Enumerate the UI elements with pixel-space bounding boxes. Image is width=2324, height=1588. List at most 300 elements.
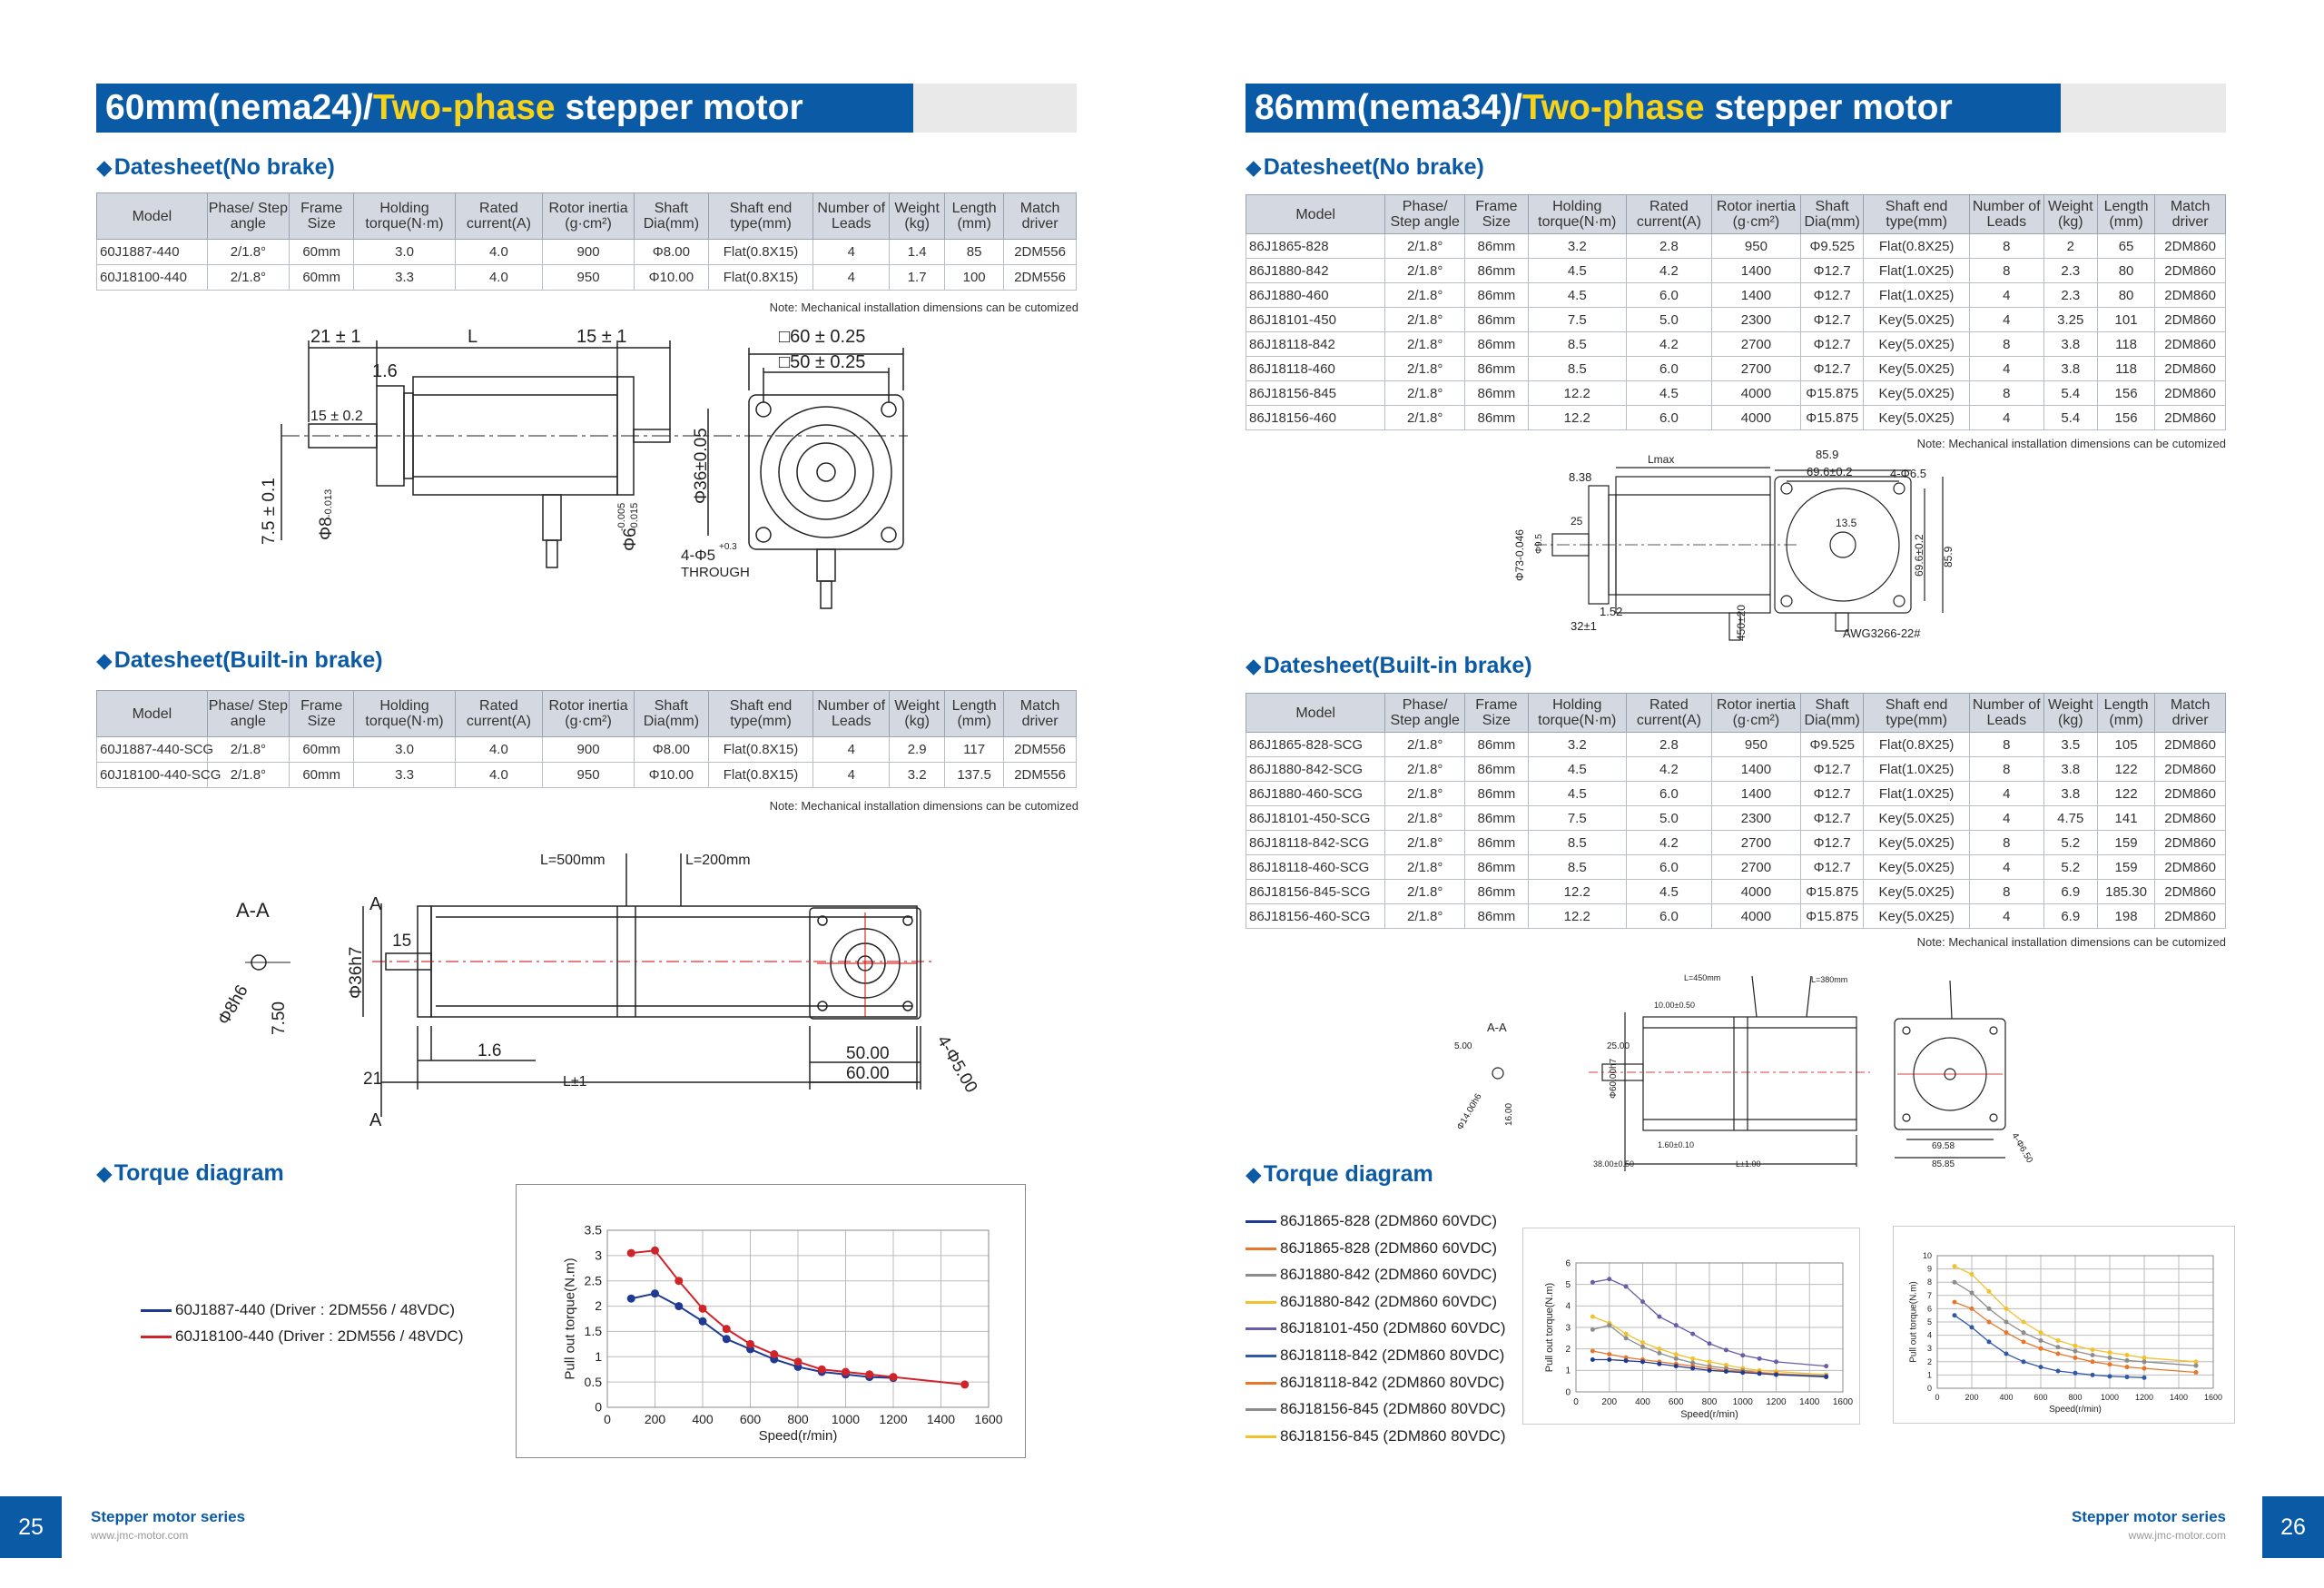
data-point	[2091, 1353, 2095, 1357]
table-cell: 950	[543, 265, 635, 291]
column-header: Match driver	[1004, 691, 1077, 737]
table-cell: Φ15.875	[1800, 406, 1863, 430]
column-header: Rated current(A)	[455, 193, 543, 240]
data-point	[2039, 1338, 2043, 1343]
table-cell: 4.5	[1626, 381, 1711, 406]
column-header: Rotor inertia (g·cm²)	[1711, 195, 1800, 234]
table-cell: 6.0	[1626, 406, 1711, 430]
y-tick-label: 5	[1926, 1317, 1932, 1327]
table-row	[97, 737, 1077, 763]
table-cell: 86mm	[1465, 234, 1528, 259]
table-cell: 2DM860	[2155, 406, 2226, 430]
table-cell: Key(5.0X25)	[1864, 806, 1969, 831]
table-row	[1246, 406, 2226, 430]
y-tick-label: 3	[1565, 1323, 1571, 1334]
x-tick-label: 600	[1668, 1397, 1684, 1407]
left-torque-chart-frame	[516, 1184, 1026, 1458]
column-header: Weight (kg)	[2043, 195, 2097, 234]
right-legend-item: 86J18156-845 (2DM860 80VDC)	[1246, 1400, 1506, 1418]
x-tick-label: 400	[692, 1412, 714, 1426]
y-tick-label: 4	[1926, 1330, 1932, 1340]
table-cell: 900	[543, 240, 635, 265]
table-cell: 2/1.8°	[1385, 806, 1465, 831]
data-point	[2125, 1358, 2130, 1363]
table-cell: 3.8	[2043, 357, 2097, 381]
svg-text:Φ8h6: Φ8h6	[214, 981, 252, 1029]
data-point	[2108, 1374, 2112, 1378]
x-axis-label: Speed(r/min)	[1680, 1409, 1738, 1420]
table-cell: 8	[1969, 234, 2043, 259]
svg-text:15 ± 1: 15 ± 1	[576, 327, 627, 347]
data-point	[960, 1380, 969, 1388]
svg-text:A: A	[369, 1110, 382, 1130]
table-cell: 2DM556	[1004, 763, 1077, 788]
svg-text:7.5 ± 0.1: 7.5 ± 0.1	[260, 478, 279, 545]
table-cell: 2DM860	[2155, 332, 2226, 357]
svg-text:15 ± 0.2: 15 ± 0.2	[310, 409, 363, 424]
table-cell: 8	[1969, 733, 2043, 757]
table-cell: Φ9.525	[1800, 234, 1863, 259]
table-cell: 2/1.8°	[1385, 308, 1465, 332]
table-cell: 8	[1969, 259, 2043, 283]
column-header: Match driver	[2155, 195, 2226, 234]
right-footer-title: Stepper motor series	[2071, 1508, 2226, 1525]
left-brake-table	[96, 690, 1077, 788]
table-cell: 2300	[1711, 806, 1800, 831]
svg-text:69.6±0.2: 69.6±0.2	[1807, 465, 1853, 478]
data-point	[2091, 1373, 2095, 1377]
left-section-brake: ◆Datesheet(Built-in brake)	[96, 647, 383, 673]
data-point	[818, 1366, 826, 1374]
table-cell: 122	[2097, 782, 2154, 806]
right-legend-item: 86J1865-828 (2DM860 60VDC)	[1246, 1212, 1497, 1230]
table-cell: 4000	[1711, 904, 1800, 929]
svg-text:85.9: 85.9	[1942, 546, 1955, 567]
table-header-row	[1246, 195, 2226, 234]
x-axis-label: Speed(r/min)	[2049, 1405, 2102, 1415]
data-point	[675, 1302, 683, 1310]
svg-text:A-A: A-A	[236, 899, 270, 922]
left-title-bar	[96, 84, 1077, 133]
svg-text:A-A: A-A	[1487, 1021, 1507, 1034]
svg-text:4-Φ6.50: 4-Φ6.50	[2009, 1131, 2035, 1165]
table-cell: 86mm	[1465, 283, 1528, 308]
table-cell: 2DM556	[1004, 265, 1077, 291]
table-cell: 2DM860	[2155, 806, 2226, 831]
table-cell: Key(5.0X25)	[1864, 904, 1969, 929]
y-tick-label: 4	[1565, 1301, 1571, 1312]
svg-text:Lmax: Lmax	[1648, 453, 1675, 466]
svg-text:A: A	[369, 894, 382, 914]
right-dimension-drawing-no-brake	[1498, 445, 2006, 649]
table-cell: Key(5.0X25)	[1864, 855, 1969, 880]
table-cell: Key(5.0X25)	[1864, 831, 1969, 855]
left-section-no-brake: ◆Datesheet(No brake)	[96, 154, 335, 180]
table-cell: 2DM860	[2155, 308, 2226, 332]
table-cell: 5.0	[1626, 806, 1711, 831]
table-cell: 1400	[1711, 757, 1800, 782]
table-cell: Φ12.7	[1800, 357, 1863, 381]
data-point	[1607, 1352, 1611, 1356]
data-point	[2194, 1364, 2199, 1368]
data-point	[1624, 1358, 1629, 1363]
data-point	[1624, 1336, 1629, 1340]
column-header: Shaft end type(mm)	[708, 193, 812, 240]
table-cell: 86mm	[1465, 904, 1528, 929]
svg-text:L=450mm: L=450mm	[1684, 973, 1721, 982]
table-cell: 60J18100-440	[97, 265, 208, 291]
data-point	[1970, 1307, 1974, 1311]
table-cell: Φ12.7	[1800, 831, 1863, 855]
svg-text:□50 ± 0.25: □50 ± 0.25	[779, 352, 866, 372]
column-header: Match driver	[2155, 694, 2226, 733]
table-cell: Flat(1.0X25)	[1864, 283, 1969, 308]
data-point	[1987, 1289, 1992, 1294]
table-cell: 86J18118-842	[1246, 332, 1385, 357]
data-point	[627, 1249, 635, 1258]
table-cell: 8	[1969, 880, 2043, 904]
table-row	[97, 240, 1077, 265]
table-cell: 8	[1969, 381, 2043, 406]
data-point	[1690, 1332, 1695, 1336]
data-point	[1758, 1371, 1762, 1376]
right-title-bar	[1246, 84, 2226, 133]
legend-swatch	[1246, 1248, 1276, 1250]
table-cell: 86mm	[1465, 308, 1528, 332]
data-point	[842, 1368, 850, 1376]
y-tick-label: 2.5	[584, 1273, 602, 1288]
data-point	[2108, 1350, 2112, 1355]
table-cell: 5.0	[1626, 308, 1711, 332]
x-tick-label: 0	[604, 1412, 611, 1426]
table-cell: 156	[2097, 406, 2154, 430]
table-cell: 86mm	[1465, 381, 1528, 406]
table-cell: 60mm	[290, 737, 354, 763]
table-cell: 2DM860	[2155, 757, 2226, 782]
table-cell: 8	[1969, 831, 2043, 855]
data-point	[2073, 1371, 2078, 1376]
table-cell: 2DM860	[2155, 234, 2226, 259]
table-cell: Φ12.7	[1800, 259, 1863, 283]
data-point	[746, 1340, 754, 1348]
table-cell: 60J1887-440	[97, 240, 208, 265]
data-point	[1674, 1323, 1679, 1327]
table-cell: 2DM860	[2155, 782, 2226, 806]
table-cell: 4000	[1711, 381, 1800, 406]
data-point	[1987, 1320, 1992, 1325]
svg-text:5.00: 5.00	[1454, 1041, 1472, 1051]
table-cell: 2/1.8°	[207, 240, 289, 265]
table-cell: 4.2	[1626, 757, 1711, 782]
right-section-torque: ◆Torque diagram	[1246, 1161, 1433, 1187]
table-cell: 4	[1969, 855, 2043, 880]
table-cell: 8.5	[1528, 831, 1626, 855]
x-tick-label: 400	[1635, 1397, 1650, 1407]
svg-text:L±1.00: L±1.00	[1736, 1159, 1761, 1169]
column-header: Phase/ Step angle	[1385, 694, 1465, 733]
table-cell: 6.0	[1626, 782, 1711, 806]
y-axis-label: Pull out torque(N.m)	[1908, 1281, 1919, 1363]
column-header: Rated current(A)	[455, 691, 543, 737]
table-cell: Φ10.00	[634, 763, 708, 788]
table-cell: 2DM860	[2155, 357, 2226, 381]
data-point	[2056, 1345, 2061, 1349]
table-cell: 4.0	[455, 265, 543, 291]
data-point	[1740, 1370, 1745, 1375]
data-point	[890, 1373, 898, 1381]
x-tick-label: 0	[1935, 1393, 1940, 1402]
svg-text:25: 25	[1571, 515, 1583, 528]
data-point	[1970, 1290, 1974, 1295]
table-cell: Key(5.0X25)	[1864, 332, 1969, 357]
table-row	[1246, 381, 2226, 406]
table-cell: 5.4	[2043, 381, 2097, 406]
x-tick-label: 1200	[2134, 1393, 2154, 1402]
svg-text:□60 ± 0.25: □60 ± 0.25	[779, 327, 866, 347]
table-cell: 105	[2097, 733, 2154, 757]
data-point	[2022, 1320, 2026, 1325]
x-tick-label: 200	[644, 1412, 666, 1426]
table-cell: 86J1880-460-SCG	[1246, 782, 1385, 806]
table-cell: 80	[2097, 259, 2154, 283]
table-cell: 65	[2097, 234, 2154, 259]
data-point	[1970, 1325, 1974, 1329]
data-point	[2004, 1352, 2009, 1356]
table-cell: 2.3	[2043, 259, 2097, 283]
table-cell: 118	[2097, 332, 2154, 357]
data-point	[2125, 1365, 2130, 1369]
table-cell: 2/1.8°	[207, 763, 289, 788]
data-point	[1590, 1280, 1595, 1285]
table-cell: 86mm	[1465, 757, 1528, 782]
column-header: Model	[97, 193, 208, 240]
data-point	[1953, 1313, 1957, 1317]
data-point	[1674, 1356, 1679, 1361]
legend-swatch	[1246, 1355, 1276, 1357]
left-legend-item-1: 60J1887-440 (Driver : 2DM556 / 48VDC)	[141, 1301, 455, 1319]
table-cell: 6.0	[1626, 357, 1711, 381]
table-row	[1246, 308, 2226, 332]
data-point	[2142, 1366, 2147, 1371]
column-header: Number of Leads	[1969, 195, 2043, 234]
data-point	[1607, 1323, 1611, 1327]
column-header: Length (mm)	[2097, 694, 2154, 733]
right-legend-item: 86J18118-842 (2DM860 80VDC)	[1246, 1346, 1504, 1365]
table-cell: 5.4	[2043, 406, 2097, 430]
svg-text:50.00: 50.00	[846, 1044, 890, 1063]
table-cell: Key(5.0X25)	[1864, 406, 1969, 430]
table-cell: 1400	[1711, 259, 1800, 283]
table-row	[1246, 855, 2226, 880]
data-point	[2091, 1359, 2095, 1364]
table-row	[1246, 757, 2226, 782]
table-cell: 156	[2097, 381, 2154, 406]
table-cell: 2/1.8°	[1385, 831, 1465, 855]
table-cell: 4.5	[1528, 283, 1626, 308]
svg-text:Φ60.00h7: Φ60.00h7	[1609, 1058, 1619, 1099]
y-tick-label: 6	[1926, 1304, 1932, 1314]
table-cell: 4	[813, 240, 890, 265]
svg-text:+0.3: +0.3	[719, 542, 737, 552]
table-cell: 1400	[1711, 782, 1800, 806]
data-point	[2142, 1356, 2147, 1360]
x-tick-label: 800	[1701, 1397, 1718, 1407]
left-note-1: Note: Mechanical installation dimensions can be cutomized	[769, 301, 1078, 314]
y-tick-label: 7	[1926, 1290, 1932, 1300]
table-cell: 86J18156-845	[1246, 381, 1385, 406]
right-footer-url: www.jmc-motor.com	[2128, 1529, 2226, 1542]
table-cell: 4	[1969, 283, 2043, 308]
svg-text:21 ± 1: 21 ± 1	[310, 327, 361, 347]
table-cell: 2700	[1711, 357, 1800, 381]
table-cell: Key(5.0X25)	[1864, 880, 1969, 904]
data-point	[1953, 1264, 1957, 1268]
table-cell: 2/1.8°	[1385, 234, 1465, 259]
table-cell: 6.9	[2043, 880, 2097, 904]
column-header: Rotor inertia (g·cm²)	[1711, 694, 1800, 733]
svg-text:21: 21	[363, 1070, 383, 1089]
svg-text:-0.015: -0.015	[629, 502, 640, 531]
svg-text:8.38: 8.38	[1569, 470, 1592, 484]
svg-text:16.00: 16.00	[1504, 1102, 1514, 1126]
left-note-2: Note: Mechanical installation dimensions can be cutomized	[769, 799, 1078, 813]
table-header-row	[1246, 694, 2226, 733]
data-point	[794, 1357, 803, 1366]
data-point	[651, 1247, 659, 1255]
left-dimension-drawing-brake	[191, 844, 1008, 1144]
table-cell: 3.3	[354, 763, 455, 788]
data-point	[1708, 1359, 1712, 1364]
table-cell: 2/1.8°	[1385, 855, 1465, 880]
table-cell: 2700	[1711, 332, 1800, 357]
table-cell: 2.3	[2043, 283, 2097, 308]
data-point	[1724, 1347, 1728, 1352]
y-tick-label: 3.5	[584, 1222, 602, 1238]
table-cell: 2/1.8°	[1385, 880, 1465, 904]
data-point	[2056, 1338, 2061, 1343]
table-cell: 8	[1969, 757, 2043, 782]
data-point	[1590, 1315, 1595, 1319]
data-point	[2056, 1352, 2061, 1356]
table-cell: 4	[813, 265, 890, 291]
data-point	[2022, 1330, 2026, 1335]
y-tick-label: 3	[595, 1248, 602, 1263]
data-point	[2142, 1376, 2147, 1380]
data-point	[770, 1350, 778, 1358]
table-cell: 86mm	[1465, 782, 1528, 806]
table-cell: 4.2	[1626, 332, 1711, 357]
table-cell: Φ12.7	[1800, 308, 1863, 332]
data-point	[2142, 1359, 2147, 1364]
table-cell: 2/1.8°	[207, 265, 289, 291]
x-tick-label: 1000	[2100, 1393, 2120, 1402]
table-cell: 3.0	[354, 240, 455, 265]
column-header: Weight (kg)	[890, 691, 945, 737]
data-point	[2022, 1339, 2026, 1344]
column-header: Model	[1246, 694, 1385, 733]
table-row	[1246, 806, 2226, 831]
table-cell: 2700	[1711, 831, 1800, 855]
x-axis-label: Speed(r/min)	[758, 1428, 838, 1444]
y-tick-label: 1	[1565, 1366, 1571, 1376]
table-cell: 12.2	[1528, 904, 1626, 929]
table-cell: 4.2	[1626, 259, 1711, 283]
legend-swatch	[1246, 1301, 1276, 1304]
svg-text:69.6±0.2: 69.6±0.2	[1913, 534, 1925, 577]
table-cell: 4	[1969, 904, 2043, 929]
right-page-title: 86mm(nema34)/Two-phase stepper motor	[1246, 84, 2061, 133]
table-cell: 2/1.8°	[1385, 259, 1465, 283]
table-row	[1246, 782, 2226, 806]
y-tick-label: 1	[1926, 1370, 1932, 1380]
table-cell: Φ15.875	[1800, 904, 1863, 929]
legend-swatch	[1246, 1327, 1276, 1330]
data-point	[2108, 1362, 2112, 1366]
x-tick-label: 0	[1573, 1397, 1579, 1407]
table-cell: 101	[2097, 308, 2154, 332]
table-cell: 159	[2097, 855, 2154, 880]
column-header: Number of Leads	[813, 691, 890, 737]
table-cell: 4.2	[1626, 831, 1711, 855]
x-tick-label: 400	[1999, 1393, 2014, 1402]
data-point	[1674, 1352, 1679, 1356]
table-cell: 86mm	[1465, 855, 1528, 880]
table-cell: 86mm	[1465, 259, 1528, 283]
table-cell: 4	[813, 737, 890, 763]
data-point	[2022, 1359, 2026, 1364]
table-cell: 3.8	[2043, 332, 2097, 357]
table-cell: 4	[1969, 357, 2043, 381]
data-point	[1970, 1272, 1974, 1277]
data-point	[2073, 1356, 2078, 1360]
table-cell: 2DM860	[2155, 381, 2226, 406]
table-header-row	[97, 193, 1077, 240]
table-cell: 3.8	[2043, 757, 2097, 782]
left-page-number: 25	[0, 1496, 62, 1558]
table-cell: 2/1.8°	[1385, 406, 1465, 430]
table-cell: 3.25	[2043, 308, 2097, 332]
table-cell: 4	[1969, 782, 2043, 806]
svg-text:15: 15	[392, 932, 412, 951]
svg-text:1.6: 1.6	[478, 1041, 502, 1060]
y-axis-label: Pull out torque(N.m)	[562, 1258, 578, 1380]
svg-text:38.00±0.50: 38.00±0.50	[1593, 1159, 1634, 1169]
right-no-brake-table	[1246, 194, 2226, 430]
y-tick-label: 0.5	[584, 1374, 602, 1389]
table-row	[1246, 332, 2226, 357]
table-cell: 2/1.8°	[207, 737, 289, 763]
column-header: Shaft Dia(mm)	[634, 691, 708, 737]
table-cell: 2/1.8°	[1385, 283, 1465, 308]
data-point	[1774, 1359, 1778, 1364]
table-cell: 2/1.8°	[1385, 357, 1465, 381]
table-cell: 2/1.8°	[1385, 757, 1465, 782]
right-torque-chart-2	[1894, 1227, 2234, 1423]
table-cell: 86J18101-450	[1246, 308, 1385, 332]
svg-text:Φ36h7: Φ36h7	[347, 946, 366, 999]
table-cell: 60J18100-440-SCG	[97, 763, 208, 788]
y-tick-label: 0	[1565, 1387, 1571, 1398]
svg-text:L=200mm: L=200mm	[685, 853, 751, 868]
svg-text:THROUGH: THROUGH	[681, 565, 750, 580]
table-cell: 4000	[1711, 406, 1800, 430]
table-cell: 4	[813, 763, 890, 788]
table-cell: 86J18101-450-SCG	[1246, 806, 1385, 831]
table-cell: 86mm	[1465, 357, 1528, 381]
data-point	[1690, 1356, 1695, 1361]
legend-swatch	[141, 1336, 172, 1338]
table-cell: Φ8.00	[634, 737, 708, 763]
